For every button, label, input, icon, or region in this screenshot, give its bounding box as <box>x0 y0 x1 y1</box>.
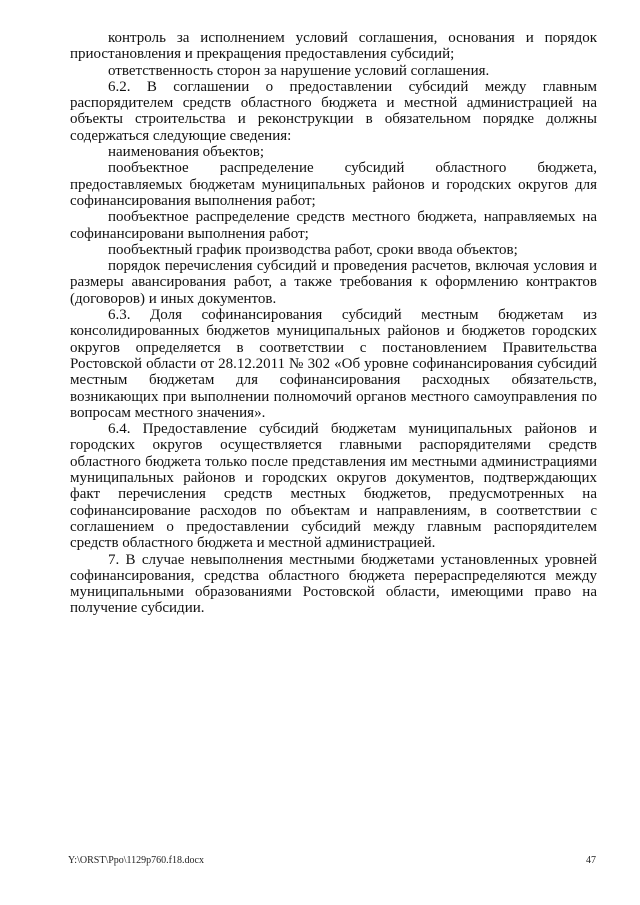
paragraph-object-names: наименования объектов; <box>108 144 265 161</box>
paragraph-local-distribution: пообъектное распределение средств местного бюджета, направляемых на софинансировани выполнения работ; <box>70 209 597 242</box>
paragraph-6-4: 6.4. Предоставление субсидий бюджетам муниципальных районов и городских округов осуществляется главными распорядителями средств областного бюджета только после представления им местными администрациями муниципальных районов и городских округов документов, подтверждающих факт перечисления средств местных бюджетов, предусмотренных на софинансирование расходов по объектам и направлениям, в соответствии с соглашением о предоставлении субсидий между главным распорядителем средств областного бюджета и местной администрацией. <box>70 421 597 552</box>
paragraph-7: 7. В случае невыполнения местными бюджетами установленных уровней софинансирования, средства областного бюджета перераспределяются между муниципальными образованиями Ростовской области, имеющими право на получение субсидии. <box>70 551 597 617</box>
paragraph-regional-distribution: пообъектное распределение субсидий областного бюджета, предоставляемых бюджетам муниципальных районов и городских округов для софинансирования выполнения работ; <box>70 160 597 209</box>
document-body <box>70 30 597 617</box>
paragraph-schedule: пообъектный график производства работ, сроки ввода объектов; <box>108 241 518 258</box>
paragraph-6-3: 6.3. Доля софинансирования субсидий местным бюджетам из консолидированных бюджетов муниципальных районов и бюджетов городских округов определяется в соответствии с постановлением Правительства Ростовской области от 28.12.2011 № 302 «Об уровне софинансирования субсидий местным бюджетам для софинансирования расходных обязательств, возникающих при выполнении полномочий органов местного самоуправления по вопросам местного значения». <box>70 307 597 421</box>
footer-file-path: Y:\ORST\Ppo\1129p760.f18.docx <box>68 855 204 866</box>
paragraph-payment-procedure: порядок перечисления субсидий и проведения расчетов, включая условия и размеры авансирования работ, а также требования к оформлению контрактов (договоров) и иных документов. <box>70 258 597 307</box>
paragraph-responsibility: ответственность сторон за нарушение условий соглашения. <box>108 62 490 79</box>
paragraph-control-conditions: контроль за исполнением условий соглашения, основания и порядок приостановления и прекращения предоставления субсидий; <box>70 30 597 63</box>
paragraph-6-2: 6.2. В соглашении о предоставлении субсидий между главным распорядителем средств областного бюджета и местной администрацией на объекты строительства и реконструкции в обязательном порядке должны содержаться следующие сведения: <box>70 78 597 144</box>
footer-page-number: 47 <box>586 855 596 866</box>
